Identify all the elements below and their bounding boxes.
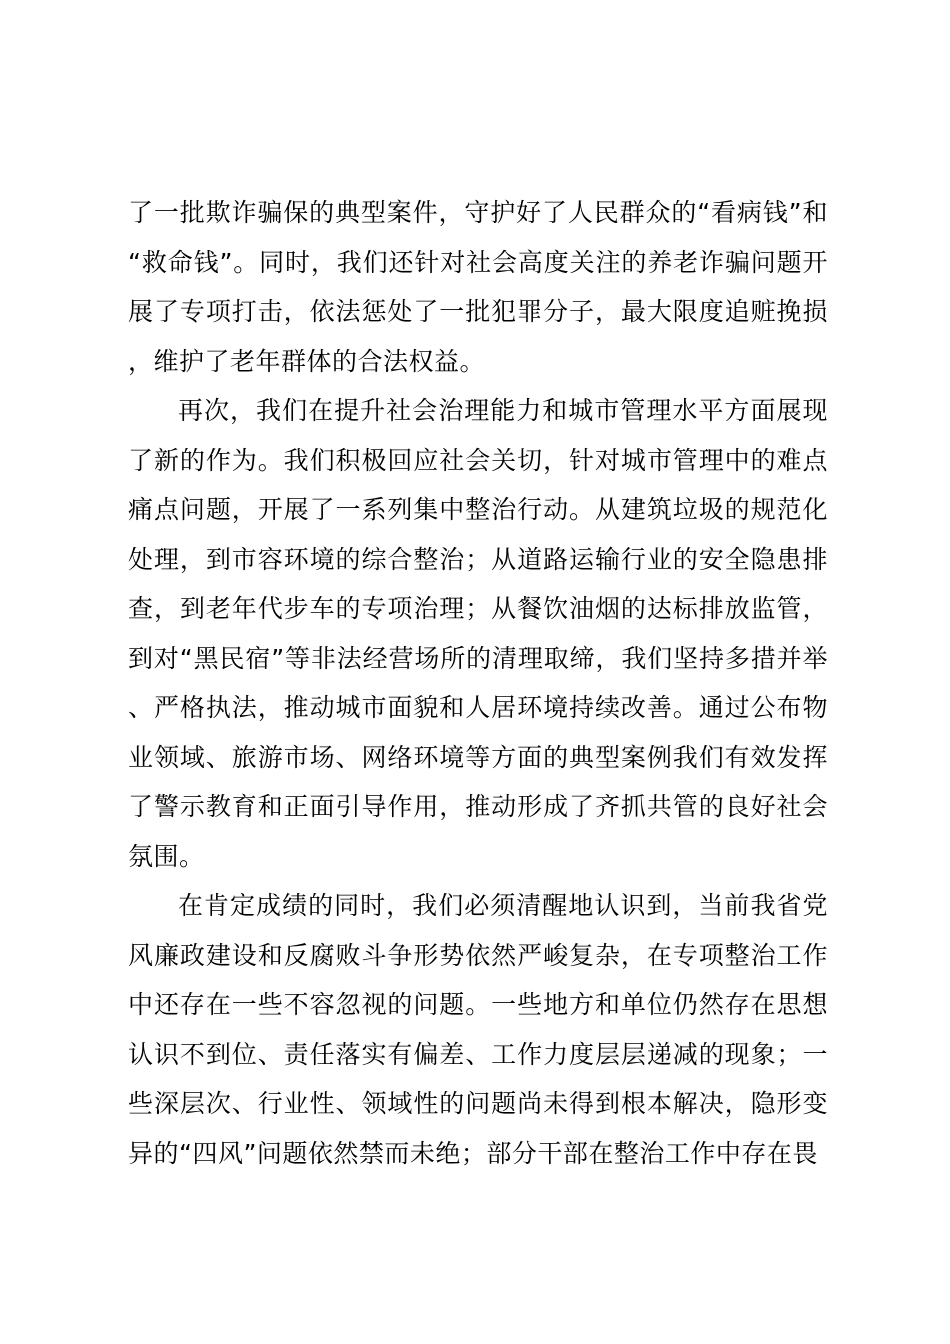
paragraph-3-problems: 在肯定成绩的同时，我们必须清醒地认识到，当前我省党风廉政建设和反腐败斗争形势依然严峻复杂，在专项整治工作中还存在一些不容忽视的问题。一些地方和单位仍然存在思想认识不到位、责任落实有偏差、工作力度层层递减的现象；一些深层次、行业性、领域性的问题尚未得到根本解决，隐形变异的“四风”问题依然禁而未绝；部分干部在整治工作中存在畏	[128, 891, 828, 1168]
paragraph-2-urban-governance: 再次，我们在提升社会治理能力和城市管理水平方面展现了新的作为。我们积极回应社会关切，针对城市管理中的难点痛点问题，开展了一系列集中整治行动。从建筑垃圾的规范化处理，到市容环境的综合整治；从道路运输行业的安全隐患排查，到老年代步车的专项治理；从餐饮油烟的达标排放监管，到对“黑民宿”等非法经营场所的清理取缔，我们坚持多措并举、严格执法，推动城市面貌和人居环境持续改善。通过公布物业领域、旅游市场、网络环境等方面的典型案例我们有效发挥了警示教育和正面引导作用，推动形成了齐抓共管的良好社会氛围。	[128, 396, 828, 871]
paragraph-1-continuation: 了一批欺诈骗保的典型案件，守护好了人民群众的“看病钱”和“救命钱”。同时，我们还针对社会高度关注的养老诈骗问题开展了专项打击，依法惩处了一批犯罪分子，最大限度追赃挽损，维护了老年群体的合法权益。	[128, 198, 828, 376]
document-body	[128, 188, 828, 1178]
